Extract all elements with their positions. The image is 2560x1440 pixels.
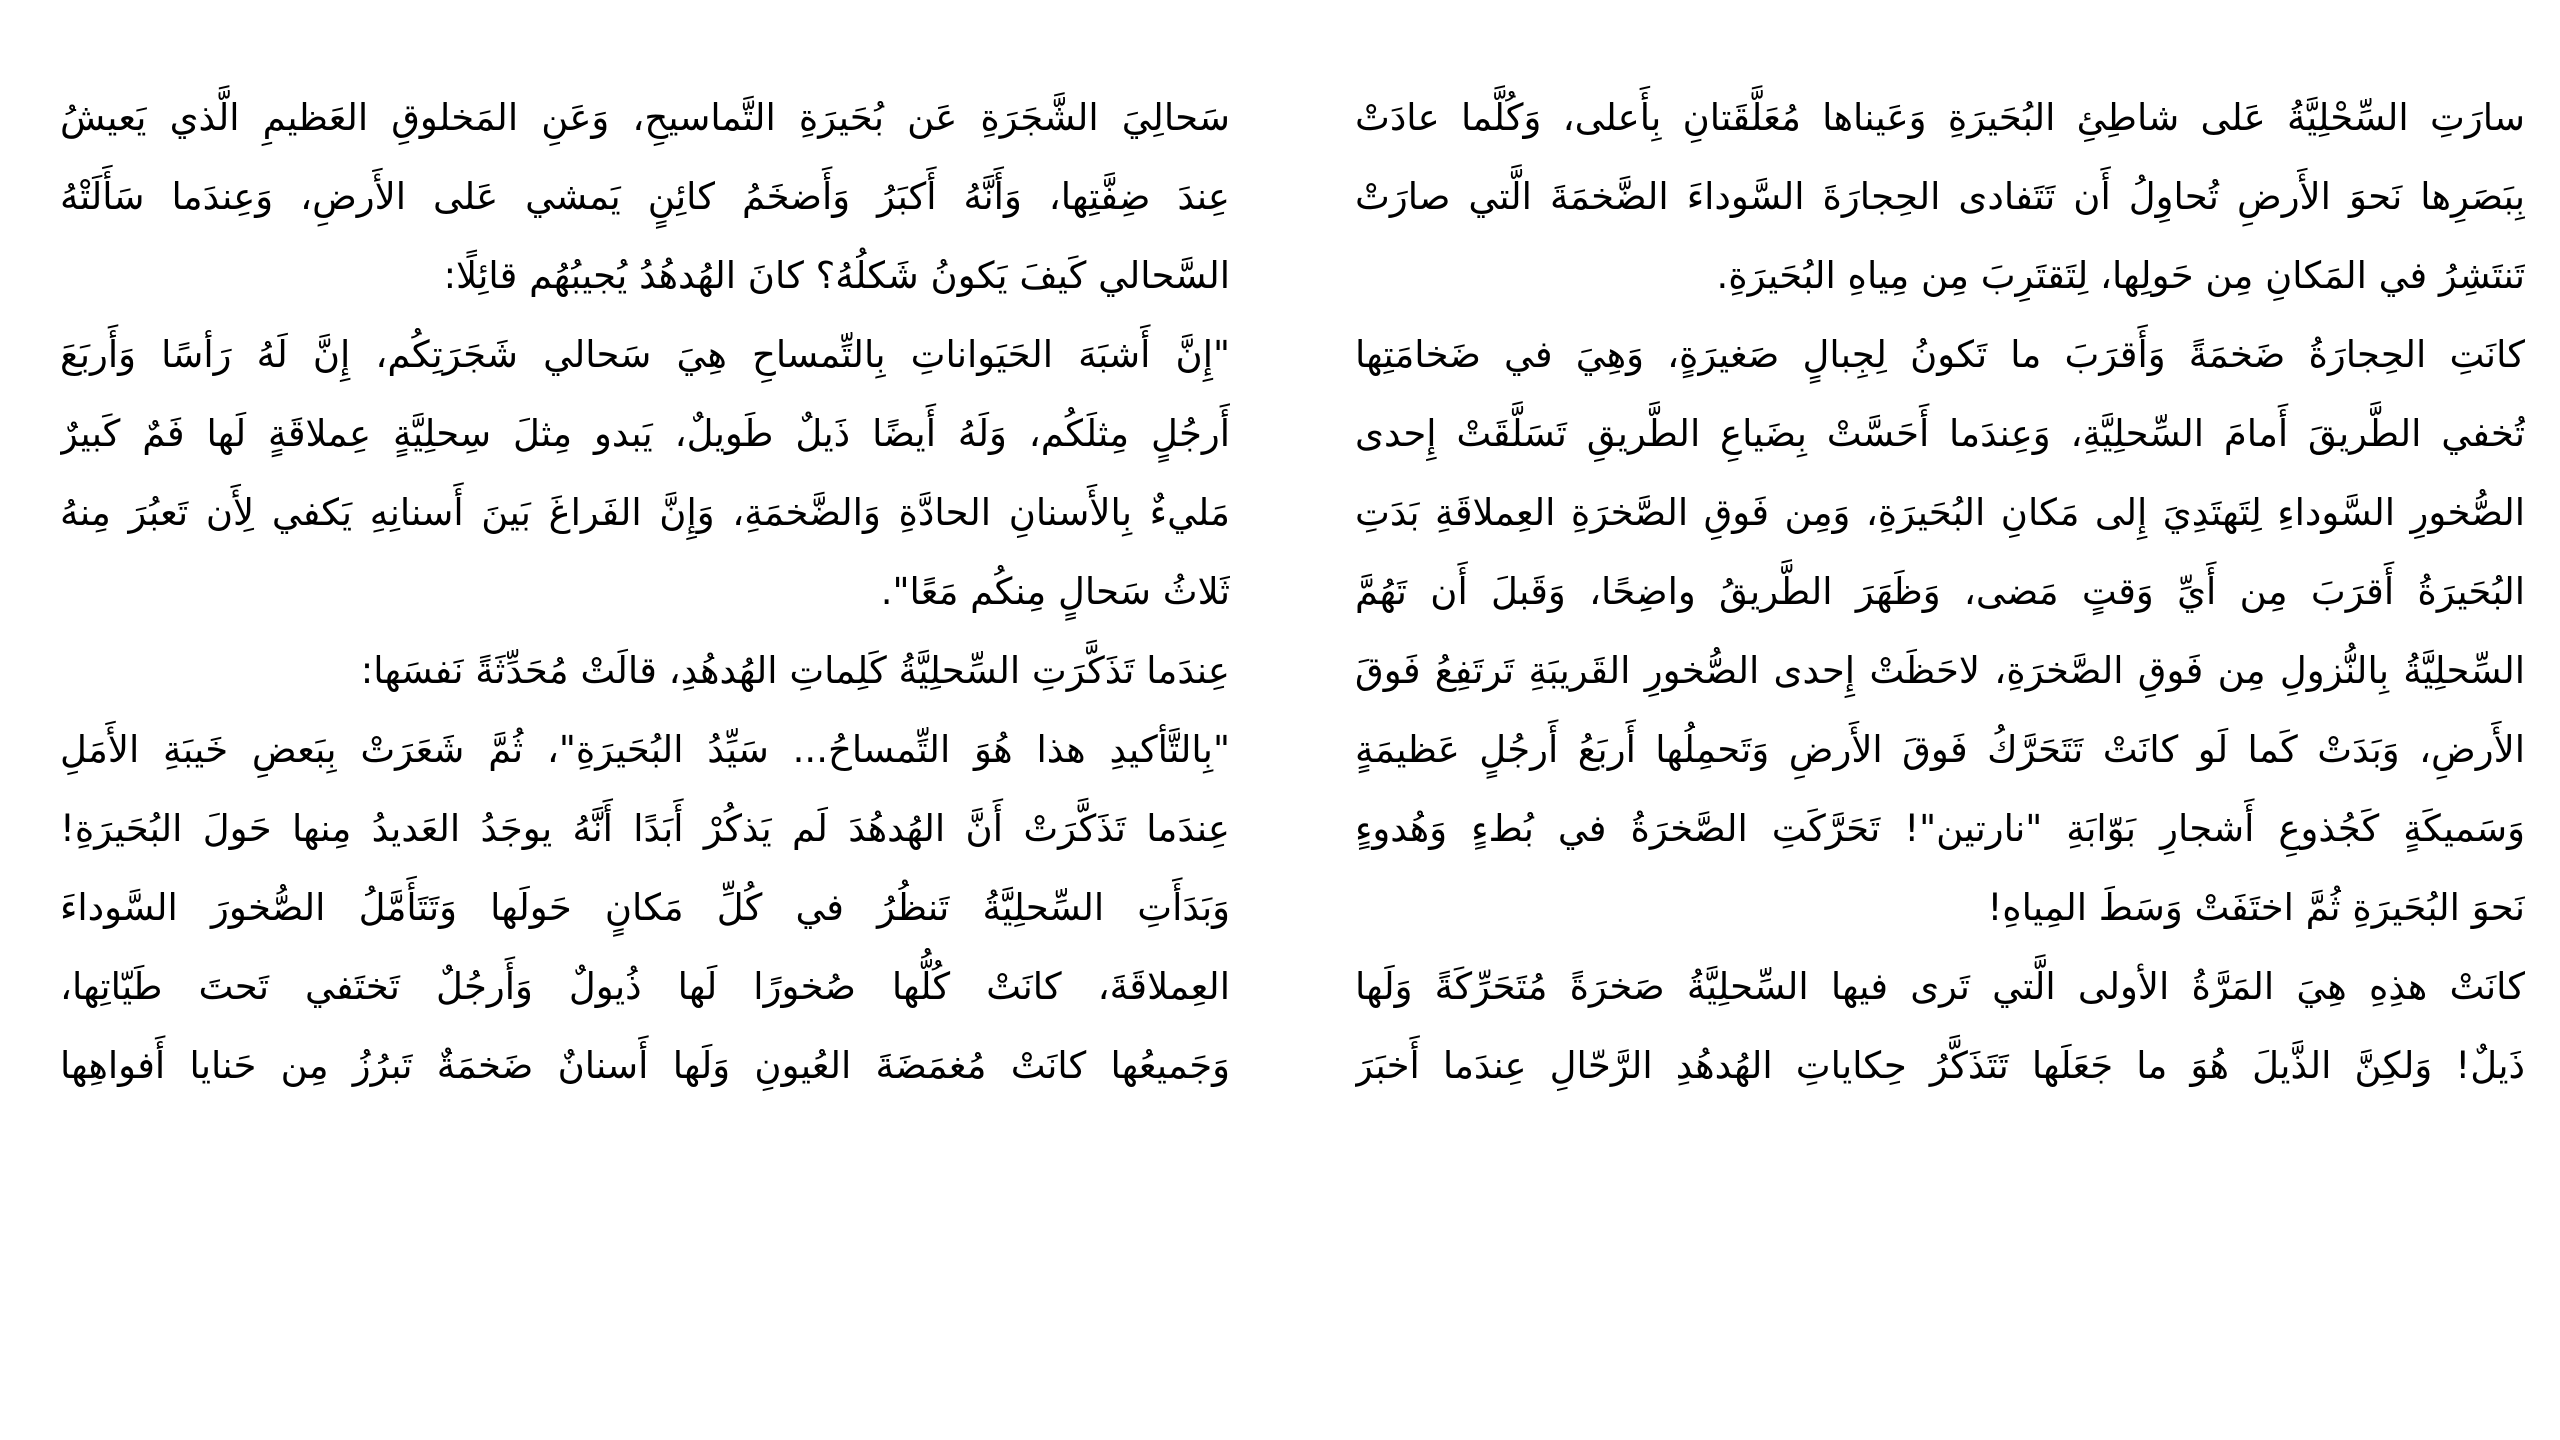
text-line: وَسَميكَةٍ كَجُذوعِ أَشجارِ بَوّابَةِ "نارتين"! تَحَرَّكَتِ الصَّخرَةُ في بُطءٍ وَهُدوءٍ bbox=[1355, 807, 2525, 850]
text-line: سارَتِ السِّحْلِيَّةُ عَلى شاطِئِ البُحَيرَةِ وَعَيناها مُعَلَّقَتانِ بِأَعلى، وَكُلَّما عادَتْ bbox=[1355, 96, 2525, 139]
text-line: "إِنَّ أَشبَهَ الحَيَواناتِ بِالتِّمساحِ هِيَ سَحالي شَجَرَتِكُم، إِنَّ لَهُ رَأسًا وَأَربَعَ bbox=[60, 333, 1230, 376]
text-line: تَنتَشِرُ في المَكانِ مِن حَولِها، لِتَقتَرِبَ مِن مِياهِ البُحَيرَةِ. bbox=[1716, 254, 2525, 297]
text-line: العِملاقَةَ، كانَتْ كُلُّها صُخورًا لَها ذُيولٌ وَأَرجُلٌ تَختَفي تَحتَ طَيّاتِها، bbox=[60, 965, 1230, 1008]
text-line: وَجَميعُها كانَتْ مُغمَضَةَ العُيونِ وَلَها أَسنانٌ ضَخمَةٌ تَبرُزُ مِن حَنايا أَفواهِها bbox=[60, 1044, 1230, 1087]
text-line: عِندَ ضِفَّتِها، وَأَنَّهُ أَكبَرُ وَأَضخَمُ كائِنٍ يَمشي عَلى الأَرضِ، وَعِندَما سَأَلَتْهُ bbox=[60, 175, 1230, 218]
text-line: ذَيلٌ! وَلكِنَّ الذَّيلَ هُوَ ما جَعَلَها تَتَذَكَّرُ حِكاياتِ الهُدهُدِ الرَّحّالِ عِندَما أَخبَرَ bbox=[1355, 1044, 2525, 1087]
text-line: أَرجُلٍ مِثلَكُم، وَلَهُ أَيضًا ذَيلٌ طَويلٌ، يَبدو مِثلَ سِحلِيَّةٍ عِملاقَةٍ لَها فَمٌ كَبيرٌ bbox=[60, 412, 1230, 455]
text-line: الصُّخورِ السَّوداءِ لِتَهتَدِيَ إِلى مَكانِ البُحَيرَةِ، وَمِن فَوقِ الصَّخرَةِ العِملاقَةِ بَدَتِ bbox=[1355, 491, 2525, 534]
text-line: كانَتْ هذِهِ هِيَ المَرَّةُ الأولى الَّتي تَرى فيها السِّحلِيَّةُ صَخرَةً مُتَحَرِّكَةً وَلَها bbox=[1355, 965, 2525, 1008]
text-line: كانَتِ الحِجارَةُ ضَخمَةً وَأَقرَبَ ما تَكونُ لِجِبالٍ صَغيرَةٍ، وَهِيَ في ضَخامَتِها bbox=[1355, 333, 2525, 376]
text-line: "بِالتَّأكيدِ هذا هُوَ التِّمساحُ... سَيِّدُ البُحَيرَةِ"، ثُمَّ شَعَرَتْ بِبَعضِ خَيبَةِ الأَمَلِ bbox=[60, 728, 1230, 771]
right-text-column bbox=[1355, 78, 2525, 1105]
text-line: سَحالِيَ الشَّجَرَةِ عَن بُحَيرَةِ التَّماسيحِ، وَعَنِ المَخلوقِ العَظيمِ الَّذي يَعيشُ bbox=[60, 96, 1230, 139]
text-line: عِندَما تَذَكَّرَتْ أَنَّ الهُدهُدَ لَم يَذكُرْ أَبَدًا أَنَّهُ يوجَدُ العَديدُ مِنها حَولَ البُحَيرَةِ! bbox=[60, 807, 1230, 850]
text-line: ثَلاثُ سَحالٍ مِنكُم مَعًا". bbox=[880, 570, 1230, 613]
text-line: بِبَصَرِها نَحوَ الأَرضِ تُحاوِلُ أَن تَتَفادى الحِجارَةَ السَّوداءَ الضَّخمَةَ الَّتي صارَتْ bbox=[1355, 175, 2525, 218]
left-text-column bbox=[60, 78, 1230, 1105]
text-line: البُحَيرَةُ أَقرَبَ مِن أَيِّ وَقتٍ مَضى، وَظَهَرَ الطَّريقُ واضِحًا، وَقَبلَ أَن تَهُمَّ bbox=[1355, 570, 2525, 613]
text-line: مَليءٌ بِالأَسنانِ الحادَّةِ وَالضَّخمَةِ، وَإِنَّ الفَراغَ بَينَ أَسنانِهِ يَكفي لِأَن تَعبُرَ مِنهُ bbox=[60, 491, 1230, 534]
text-line: السِّحلِيَّةُ بِالنُّزولِ مِن فَوقِ الصَّخرَةِ، لاحَظَتْ إِحدى الصُّخورِ القَريبَةِ تَرتَفِعُ فَوقَ bbox=[1355, 649, 2525, 692]
text-line: تُخفي الطَّريقَ أَمامَ السِّحلِيَّةِ، وَعِندَما أَحَسَّتْ بِضَياعِ الطَّريقِ تَسَلَّقَتْ إِحدى bbox=[1355, 412, 2525, 455]
text-line: وَبَدَأَتِ السِّحلِيَّةُ تَنظُرُ في كُلِّ مَكانٍ حَولَها وَتَتَأَمَّلُ الصُّخورَ السَّوداءَ bbox=[60, 886, 1230, 929]
text-line: عِندَما تَذَكَّرَتِ السِّحلِيَّةُ كَلِماتِ الهُدهُدِ، قالَتْ مُحَدِّثَةً نَفسَها: bbox=[360, 649, 1230, 692]
text-line: نَحوَ البُحَيرَةِ ثُمَّ اختَفَتْ وَسَطَ المِياهِ! bbox=[1987, 886, 2525, 929]
text-line: الأَرضِ، وَبَدَتْ كَما لَو كانَتْ تَتَحَرَّكُ فَوقَ الأَرضِ وَتَحمِلُها أَربَعُ أَرجُلٍ عَظيمَةٍ bbox=[1355, 728, 2525, 771]
text-line: السَّحالي كَيفَ يَكونُ شَكلُهُ؟ كانَ الهُدهُدُ يُجيبُهُم قائِلًا: bbox=[443, 254, 1230, 297]
